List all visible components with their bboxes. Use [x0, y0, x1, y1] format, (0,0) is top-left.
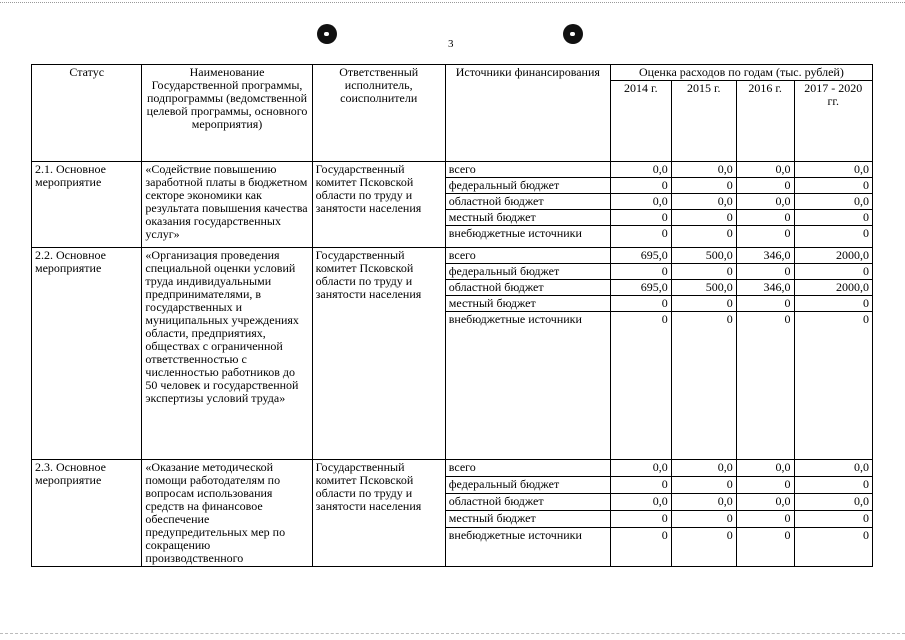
- value-cell: 0: [794, 210, 872, 226]
- value-cell: 695,0: [610, 248, 671, 264]
- value-cell: 0: [736, 226, 794, 248]
- value-cell: 0: [736, 210, 794, 226]
- header-estimate: Оценка расходов по годам (тыс. рублей): [610, 65, 872, 81]
- value-cell: 0: [794, 264, 872, 280]
- source-cell: федеральный бюджет: [445, 264, 610, 280]
- value-cell: 500,0: [671, 280, 736, 296]
- value-cell: 0: [794, 226, 872, 248]
- value-cell: 0: [736, 178, 794, 194]
- header-year-2016: 2016 г.: [736, 81, 794, 162]
- value-cell: 0,0: [736, 494, 794, 511]
- row-executor: Государственный комитет Псковской области по труду и занятости населения: [312, 248, 445, 460]
- source-cell: внебюджетные источники: [445, 312, 610, 460]
- value-cell: 500,0: [671, 248, 736, 264]
- row-name: «Содействие повышению заработной платы в бюджетном секторе экономики как результата повышения качества оказания государственных услуг»: [142, 162, 312, 248]
- value-cell: 0: [736, 511, 794, 528]
- value-cell: 0: [610, 296, 671, 312]
- value-cell: 0,0: [736, 194, 794, 210]
- value-cell: 0: [794, 178, 872, 194]
- source-cell: всего: [445, 162, 610, 178]
- header-year-2015: 2015 г.: [671, 81, 736, 162]
- value-cell: 0,0: [671, 194, 736, 210]
- value-cell: 0,0: [610, 194, 671, 210]
- row-name: «Организация проведения специальной оценки условий труда индивидуальными предпринимателями, в государственных и муниципальных учреждениях области, предприятиях, обществах с ограниченной ответственностью с численностью работников до 50 человек и государственной экспертизы условий труда»: [142, 248, 312, 460]
- value-cell: 0,0: [671, 162, 736, 178]
- value-cell: 0: [794, 312, 872, 460]
- punch-hole-right-icon: [563, 24, 583, 44]
- value-cell: 0,0: [794, 194, 872, 210]
- value-cell: 0: [736, 264, 794, 280]
- row-status: 2.1. Основное мероприятие: [32, 162, 142, 248]
- header-year-2017-2020: 2017 - 2020 гг.: [794, 81, 872, 162]
- value-cell: 0: [610, 210, 671, 226]
- row-executor: Государственный комитет Псковской области по труду и занятости населения: [312, 162, 445, 248]
- value-cell: 0: [610, 528, 671, 567]
- value-cell: 0,0: [794, 494, 872, 511]
- value-cell: 0: [610, 312, 671, 460]
- value-cell: 2000,0: [794, 248, 872, 264]
- table-row: [32, 248, 873, 264]
- value-cell: 0: [794, 528, 872, 567]
- value-cell: 0: [671, 178, 736, 194]
- value-cell: 0: [794, 477, 872, 494]
- source-cell: областной бюджет: [445, 280, 610, 296]
- table-row: [32, 162, 873, 178]
- header-executor: Ответственный исполнитель, соисполнители: [312, 65, 445, 162]
- value-cell: 0: [610, 226, 671, 248]
- value-cell: 0: [610, 477, 671, 494]
- source-cell: внебюджетные источники: [445, 226, 610, 248]
- header-status: Статус: [32, 65, 142, 162]
- scan-edge-top: [0, 2, 905, 3]
- row-status: 2.3. Основное мероприятие: [32, 460, 142, 567]
- value-cell: 346,0: [736, 280, 794, 296]
- value-cell: 2000,0: [794, 280, 872, 296]
- value-cell: 0,0: [736, 460, 794, 477]
- value-cell: 0: [736, 477, 794, 494]
- value-cell: 0,0: [671, 494, 736, 511]
- value-cell: 0: [671, 226, 736, 248]
- value-cell: 0,0: [794, 162, 872, 178]
- value-cell: 0,0: [671, 460, 736, 477]
- scan-edge-bottom: [0, 633, 905, 634]
- row-status: 2.2. Основное мероприятие: [32, 248, 142, 460]
- source-cell: внебюджетные источники: [445, 528, 610, 567]
- table-header-row: [32, 65, 873, 81]
- source-cell: областной бюджет: [445, 194, 610, 210]
- punch-hole-left-icon: [317, 24, 337, 44]
- source-cell: местный бюджет: [445, 210, 610, 226]
- source-cell: федеральный бюджет: [445, 178, 610, 194]
- header-name: Наименование Государственной программы, подпрограммы (ведомственной целевой программы, основного мероприятия): [142, 65, 312, 162]
- value-cell: 0: [794, 296, 872, 312]
- value-cell: 695,0: [610, 280, 671, 296]
- value-cell: 0: [671, 477, 736, 494]
- source-cell: всего: [445, 248, 610, 264]
- value-cell: 346,0: [736, 248, 794, 264]
- value-cell: 0,0: [610, 162, 671, 178]
- value-cell: 0: [671, 528, 736, 567]
- value-cell: 0: [794, 511, 872, 528]
- value-cell: 0: [736, 296, 794, 312]
- source-cell: областной бюджет: [445, 494, 610, 511]
- value-cell: 0,0: [610, 494, 671, 511]
- page-number: 3: [448, 38, 454, 50]
- value-cell: 0: [671, 210, 736, 226]
- value-cell: 0: [610, 264, 671, 280]
- value-cell: 0: [610, 178, 671, 194]
- source-cell: местный бюджет: [445, 296, 610, 312]
- source-cell: местный бюджет: [445, 511, 610, 528]
- source-cell: всего: [445, 460, 610, 477]
- value-cell: 0,0: [610, 460, 671, 477]
- value-cell: 0: [736, 528, 794, 567]
- value-cell: 0,0: [736, 162, 794, 178]
- value-cell: 0: [610, 511, 671, 528]
- value-cell: 0,0: [794, 460, 872, 477]
- value-cell: 0: [671, 264, 736, 280]
- row-executor: Государственный комитет Псковской области по труду и занятости населения: [312, 460, 445, 567]
- header-year-2014: 2014 г.: [610, 81, 671, 162]
- row-name: «Оказание методической помощи работодателям по вопросам использования средств на финансовое обеспечение предупредительных мер по сокращению производственного: [142, 460, 312, 567]
- source-cell: федеральный бюджет: [445, 477, 610, 494]
- value-cell: 0: [671, 296, 736, 312]
- table-row: [32, 460, 873, 477]
- header-sources: Источники финансирования: [445, 65, 610, 162]
- value-cell: 0: [671, 312, 736, 460]
- budget-table: [31, 64, 873, 567]
- value-cell: 0: [671, 511, 736, 528]
- value-cell: 0: [736, 312, 794, 460]
